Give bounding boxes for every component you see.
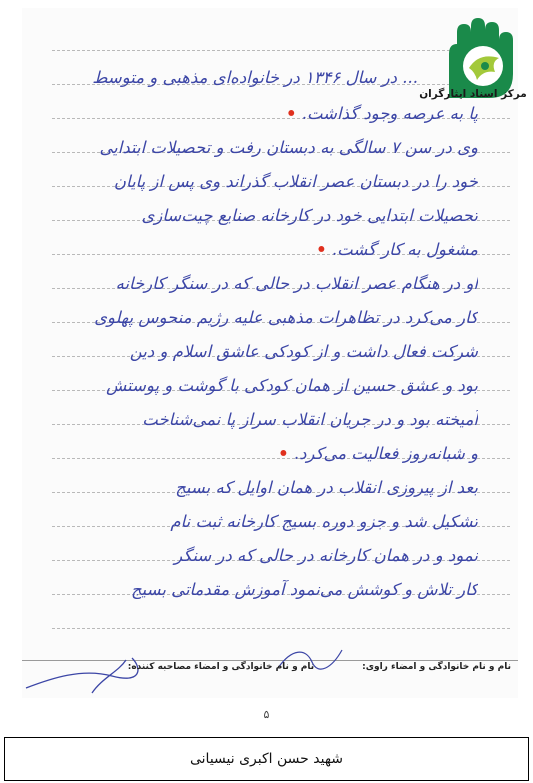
logo-caption: مرکز اسناد ایثارگران (419, 88, 527, 100)
handwritten-line-10: بود و عشق حسین از همان کودکی با گوشت و پوستش (106, 376, 478, 395)
document-sheet (22, 8, 518, 698)
caption-box (4, 737, 529, 781)
handwritten-line-3: وی در سن ۷ سالگی به دبستان رفت و تحصیلات ابتدایی (99, 138, 478, 157)
interviewer-label: نام و نام خانوادگی و امضاء مصاحبه کننده: (127, 662, 315, 672)
signature-labels (30, 662, 511, 672)
handwritten-line-8: کار می‌کرد در تظاهرات مذهبی علیه رژیم منحوس پهلوی (94, 308, 478, 327)
page-number: ۵ (263, 708, 270, 721)
handwritten-line-15: نمود و در همان کارخانه در حالی که در سنگر (174, 546, 478, 565)
handwritten-line-4: خود را در دبستان عصر انقلاب گذراند وی پس از پایان (113, 172, 478, 191)
handwritten-line-11: آمیخته بود و در جریان انقلاب سراز پا نمی‌شناخت (142, 410, 478, 429)
handwritten-line-13: بعد از پیروزی انقلاب در همان اوایل که بسیج (175, 478, 478, 497)
handwritten-line-5: تحصیلات ابتدایی خود در کارخانه صنایع چیت‌سازی (141, 206, 478, 225)
handwritten-text: و شبانه‌روز فعالیت می‌کرد. (293, 444, 478, 463)
handwritten-line-12 (62, 444, 478, 463)
interviewer-signature (272, 638, 352, 678)
narrator-label: نام و نام خانوادگی و امضاء راوی: (362, 662, 511, 672)
handwritten-line-2 (62, 104, 478, 123)
caption-text: شهید حسن اکبری نیسیانی (189, 751, 344, 767)
handwritten-line-6 (62, 240, 478, 259)
handwritten-text: مشغول به کار گشت. (331, 240, 478, 259)
red-dot-mark: • (285, 104, 297, 123)
handwritten-line-7: او در هنگام عصر انقلاب در حالی که در سنگر کارخانه (115, 274, 478, 293)
red-dot-mark: • (278, 444, 289, 463)
handwritten-line-16: کار تلاش و کوشش می‌نمود آموزش مقدماتی بسیج (131, 580, 478, 599)
handwritten-text: پا به عرصه وجود گذاشت. (301, 104, 478, 123)
red-dot-mark: • (316, 240, 327, 259)
handwritten-line-14: تشکیل شد و جزو دوره بسیج کارخانه ثبت نام (170, 512, 478, 531)
handwritten-line-9: شرکت فعال داشت و از کودکی عاشق اسلام و دین (129, 342, 478, 361)
handwritten-line-1: ... در سال ۱۳۴۶ در خانواده‌ای مذهبی و متوسط (92, 68, 418, 87)
